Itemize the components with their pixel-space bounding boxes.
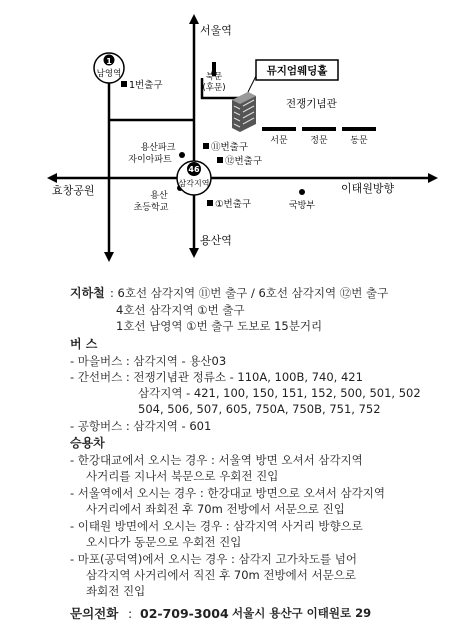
bus-line-2: - 간선버스 : 전쟁기념관 정류소 - 110A, 100B, 740, 421 <box>70 370 363 384</box>
namyeong-num: 1 <box>106 57 112 66</box>
contact-phone: 02-709-3004 <box>140 606 229 621</box>
car-line-3: - 서울역에서 오시는 경우 : 한강대교 방면으로 오셔서 삼각지역 <box>70 486 385 500</box>
exit-namyeong: 1번출구 <box>129 80 163 91</box>
apt-label-2: 자이아파트 <box>128 155 172 165</box>
contact-address: 서울시 용산구 이태원로 29 <box>232 606 372 620</box>
car-line-6: 오시다가 동문으로 우회전 진입 <box>86 535 242 549</box>
subway-line-2: 4호선 삼각지역 ①번 출구 <box>116 303 245 317</box>
car-line-2: 사거리를 지나서 북문으로 우회전 진입 <box>86 469 279 483</box>
contact-label: 문의전화 <box>70 606 119 621</box>
north-gate-label-2: (후문) <box>202 83 226 93</box>
exit-11: ⑪번출구 <box>211 142 249 153</box>
subway-line-1: : 6호선 삼각지역 ⑪번 출구 / 6호선 삼각지역 ⑫번 출구 <box>110 286 389 300</box>
bus-heading: 버 스 <box>70 337 98 351</box>
subway-heading: 지하철 <box>70 286 105 300</box>
main-gate-label: 정문 <box>310 136 328 146</box>
bus-line-4: 504, 506, 507, 605, 750A, 750B, 751, 752 <box>138 402 381 416</box>
car-line-5: - 이태원 방면에서 오시는 경우 : 삼각지역 사거리 방향으로 <box>70 519 363 533</box>
car-line-4: 사거리에서 좌회전 후 70m 전방에서 서문으로 진입 <box>86 502 345 516</box>
bus-line-1: - 마을버스 : 삼각지역 - 용산03 <box>70 354 227 368</box>
west-gate-label: 서문 <box>270 136 288 146</box>
contact-colon: : <box>128 606 133 621</box>
car-line-7: - 마포(공덕역)에서 오시는 경우 : 삼각지 고가차도를 넘어 <box>70 552 357 566</box>
exit-12: ⑫번출구 <box>225 156 263 167</box>
apt-label-1: 용산파크 <box>140 143 176 153</box>
school-label-1: 용산 <box>150 191 168 201</box>
direction-west: 효창공원 <box>52 184 95 197</box>
school-label-2: 초등학교 <box>133 203 169 213</box>
namyeong-name: 남영역 <box>96 69 122 79</box>
samgakji-num: 46 <box>188 165 200 174</box>
bus-line-5: - 공항버스 : 삼각지역 - 601 <box>70 419 212 433</box>
bus-line-3: 삼각지역 - 421, 100, 150, 151, 152, 500, 501, 502 <box>138 386 421 400</box>
subway-line-3: 1호선 남영역 ①번 출구 도보로 15분거리 <box>116 319 323 333</box>
car-line-1: - 한강대교에서 오시는 경우 : 서울역 방면 오셔서 삼각지역 <box>70 453 363 467</box>
museum-label: 뮤지엄웨딩홀 <box>266 65 328 77</box>
exit-1: ①번출구 <box>215 199 252 210</box>
memorial-label: 전쟁기념관 <box>286 98 337 110</box>
direction-north: 서울역 <box>200 24 232 37</box>
car-line-8: 삼각지역 사거리에서 직진 후 70m 전방에서 서문으로 <box>86 568 356 582</box>
car-line-9: 좌회전 진입 <box>86 584 146 598</box>
samgakji-name: 삼각지역 <box>178 179 210 188</box>
north-gate-label-1: 북문 <box>205 72 223 82</box>
ministry-label: 국방부 <box>288 201 316 211</box>
car-heading: 승용차 <box>70 436 105 450</box>
direction-east: 이태원방향 <box>341 182 395 195</box>
direction-south: 용산역 <box>200 234 232 247</box>
east-gate-label: 동문 <box>350 136 368 146</box>
